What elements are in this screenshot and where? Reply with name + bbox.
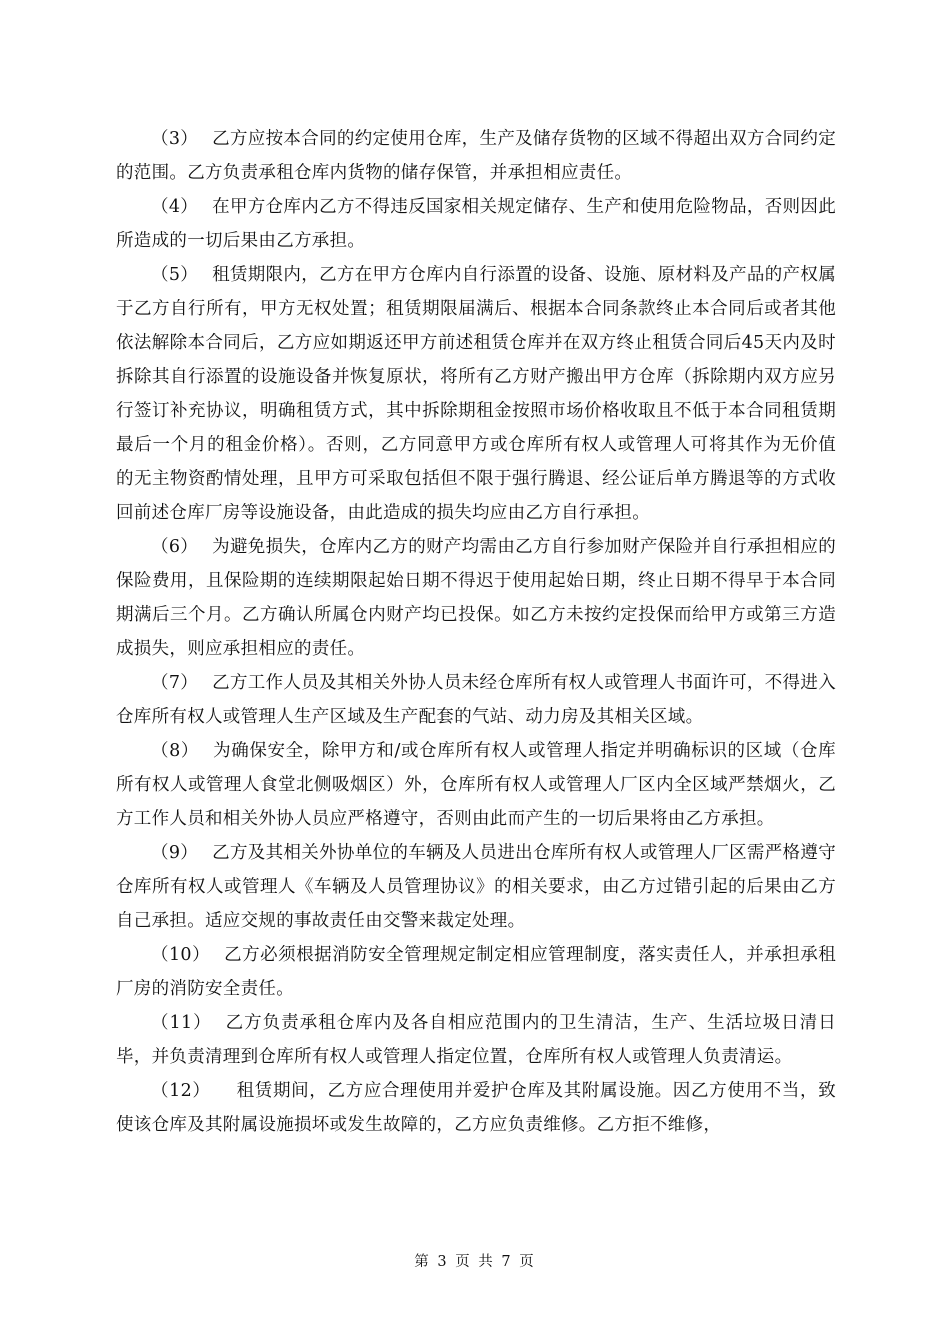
clause-text: 乙方负责承租仓库内及各自相应范围内的卫生清洁，生产、生活垃圾日清日毕，并负责清理到仓库所有权人或管理人指定位置，仓库所有权人或管理人负责清运。: [116, 1013, 836, 1067]
clause-4: [116, 190, 836, 258]
clause-8: [116, 734, 836, 836]
clause-7: [116, 666, 836, 734]
clause-number: （6）: [151, 537, 199, 557]
clause-text: 乙方应按本合同的约定使用仓库，生产及储存货物的区域不得超出双方合同约定的范围。乙方负责承租仓库内货物的储存保管，并承担相应责任。: [116, 129, 836, 183]
clause-10: [116, 938, 836, 1006]
clause-text: 租赁期间，乙方应合理使用并爱护仓库及其附属设施。因乙方使用不当，致使该仓库及其附属设施损坏或发生故障的，乙方应负责维修。乙方拒不维修，: [116, 1081, 836, 1135]
clause-text: 乙方必须根据消防安全管理规定制定相应管理制度，落实责任人，并承担承租厂房的消防安全责任。: [116, 945, 837, 999]
clause-5: [116, 258, 836, 530]
clause-number: （9）: [151, 843, 199, 863]
clause-number: （4）: [151, 197, 199, 217]
clause-number: （5）: [151, 265, 199, 285]
clause-3: [116, 122, 836, 190]
document-body: [116, 122, 836, 1142]
clause-text: 为确保安全，除甲方和/或仓库所有权人或管理人指定并明确标识的区域（仓库所有权人或管理人食堂北侧吸烟区）外，仓库所有权人或管理人厂区内全区域严禁烟火，乙方工作人员和相关外协人员应严格遵守，否则由此而产生的一切后果将由乙方承担。: [116, 741, 836, 829]
clause-text: 乙方工作人员及其相关外协人员未经仓库所有权人或管理人书面许可，不得进入仓库所有权人或管理人生产区域及生产配套的气站、动力房及其相关区域。: [116, 673, 836, 727]
clause-12: [116, 1074, 836, 1142]
clause-6: [116, 530, 836, 666]
clause-number: （8）: [151, 741, 200, 761]
clause-text: 乙方及其相关外协单位的车辆及人员进出仓库所有权人或管理人厂区需严格遵守仓库所有权人或管理人《车辆及人员管理协议》的相关要求，由乙方过错引起的后果由乙方自己承担。适应交规的事故责任由交警来裁定处理。: [116, 843, 836, 931]
clause-9: [116, 836, 836, 938]
clause-text: 租赁期限内，乙方在甲方仓库内自行添置的设备、设施、原材料及产品的产权属于乙方自行所有，甲方无权处置；租赁期限届满后、根据本合同条款终止本合同后或者其他依法解除本合同后，乙方应如期返还甲方前述租赁仓库并在双方终止租赁合同后45天内及时拆除其自行添置的设施设备并恢复原状，将所有乙方财产搬出甲方仓库（拆除期内双方应另行签订补充协议，明确租赁方式，其中拆除期租金按照市场价格收取且不低于本合同租赁期最后一个月的租金价格）。否则，乙方同意甲方或仓库所有权人或管理人可将其作为无价值的无主物资酌情处理，且甲方可采取包括但不限于强行腾退、经公证后单方腾退等的方式收回前述仓库厂房等设施设备，由此造成的损失均应由乙方自行承担。: [116, 265, 836, 523]
clause-number: （10）: [151, 945, 211, 965]
clause-number: （7）: [151, 673, 199, 693]
page-footer: 第 3 页 共 7 页: [414, 1254, 536, 1270]
clause-number: （12）: [151, 1081, 211, 1101]
clause-text: 在甲方仓库内乙方不得违反国家相关规定储存、生产和使用危险物品，否则因此所造成的一切后果由乙方承担。: [116, 197, 836, 251]
clause-number: （11）: [151, 1013, 212, 1033]
clause-11: [116, 1006, 836, 1074]
clause-text: 为避免损失，仓库内乙方的财产均需由乙方自行参加财产保险并自行承担相应的保险费用，且保险期的连续期限起始日期不得迟于使用起始日期，终止日期不得早于本合同期满后三个月。乙方确认所属仓内财产均已投保。如乙方未按约定投保而给甲方或第三方造成损失，则应承担相应的责任。: [116, 537, 836, 659]
clause-number: （3）: [151, 129, 199, 149]
